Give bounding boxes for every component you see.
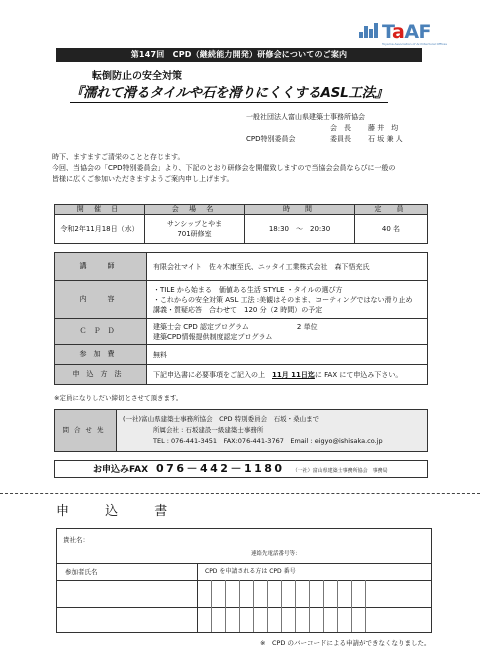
organizer-name: 一般社団法人富山県建築士事務所協会: [246, 113, 365, 121]
greeting-text: 時下、ますますご清栄のことと存じます。 今回、当協会の「CPD特別委員会」より、下記のとおり研修会を開催致しますので当協会会員ならびに一般の 皆様に広くご参加いただきますようご案内申し上げます。: [52, 153, 396, 183]
fee-label: 参加費: [55, 345, 147, 365]
organizer-block: [246, 113, 446, 146]
barcode-note: ※ CPD のバーコードによる申請ができなくなりました。: [260, 639, 431, 647]
organizer-committee-chair: CPD特別委員会 委員長 石 坂 兼 人: [246, 135, 403, 143]
logo-subtitle: Toyama Association of Architectural Offices: [382, 42, 447, 46]
fee-value: 無料: [147, 345, 428, 365]
content-value: ・TILE から始まる 価値ある生活 STYLE ・タイルの選び方 ・これからの安全対策 ASL 工法 :美観はそのまま、コーティングではない滑り止め 講義・質疑応答 合わせて 120 分（2 時間）の予定: [147, 281, 428, 319]
contact-label: 問合せ先: [55, 410, 117, 452]
event-venue: サンシップとやま 701研修室: [145, 215, 245, 244]
contact-value: (一社)富山県建築士事務所協会 CPD 特別委員会 石坂・桑山まで 所属会社 : 石坂建設一級建築士事務所 TEL : 076-441-3451 FAX:076-441-3767 Email : eigyo@ishisaka.co.jp: [117, 410, 428, 452]
apply-method-value: 下記申込書に必要事項をご記入の上 11月 11日迄に FAX にて申込み下さい。: [147, 365, 428, 385]
event-info-table: [54, 204, 428, 244]
event-capacity: 40 名: [355, 215, 428, 244]
taaf-logo: [358, 16, 447, 46]
event-time: 18:30 〜 20:30: [245, 215, 355, 244]
fax-label: お申込みFAX: [93, 465, 149, 475]
content-label: 内 容: [55, 281, 147, 319]
organizer-president: 会 長 藤 井 均: [330, 124, 399, 132]
application-form-title: 申 込 書: [56, 504, 184, 519]
capacity-note: ※定員になりしだい締切とさせて頂きます。: [54, 394, 183, 402]
header-venue: 会 場 名: [145, 205, 245, 215]
topic-subtitle: 転倒防止の安全対策: [92, 71, 182, 82]
lecturer-value: 有限会社マイト 佐々木康至氏、ニッタイ工業株式会社 森下悟充氏: [147, 253, 428, 281]
fax-box: [54, 460, 428, 478]
cpd-number-header: CPD を申請される方は CPD 番号: [205, 568, 296, 575]
cpd-label: ＣＰＤ: [55, 319, 147, 345]
participant-name-header: 参加者氏名: [65, 568, 98, 576]
application-form: [56, 528, 432, 633]
notice-title-bar: 第147回 CPD（継続能力開発）研修会についてのご案内: [56, 48, 422, 62]
seminar-headline: 『濡れて滑るタイルや石を滑りにくくするASL工法』: [70, 85, 389, 101]
header-time: 時 間: [245, 205, 355, 215]
contact-phone-label: 連絡先電話番号等：: [251, 551, 301, 557]
logo-wordmark: TaAF: [382, 21, 432, 43]
company-name-label: 貴社名：: [63, 536, 89, 544]
cpd-value: 建築士会 CPD 認定プログラム 2 単位 建築CPD情報提供制度認定プログラム: [147, 319, 428, 345]
contact-table: [54, 409, 428, 452]
event-date: 令和2年11月18日（水）: [55, 215, 145, 244]
fax-number: 076－442－1180: [156, 462, 285, 475]
building-skyline-icon: [358, 20, 380, 40]
seminar-details-table: [54, 252, 428, 385]
header-capacity: 定 員: [355, 205, 428, 215]
cut-line: [0, 493, 480, 494]
apply-method-label: 申込方法: [55, 365, 147, 385]
header-date: 開 催 日: [55, 205, 145, 215]
fax-org: （一社）富山県建築士事務所協会 事務局: [292, 468, 388, 474]
lecturer-label: 講 師: [55, 253, 147, 281]
